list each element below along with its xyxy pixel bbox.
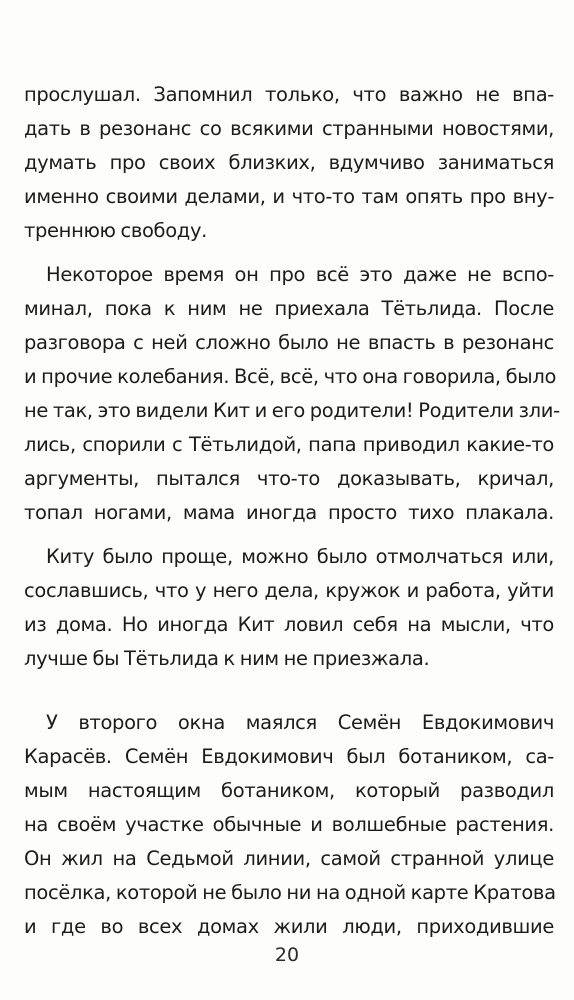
text-line: думать про своих близких, вдумчиво заниматься <box>24 151 554 174</box>
text-line: разговора с ней сложно было не впасть в резонанс <box>24 331 554 354</box>
text-line: мым настоящим ботаником, который разводил <box>24 779 554 802</box>
text-line: именно своими делами, и что-то там опять про вну- <box>24 185 554 208</box>
text-line: Он жил на Седьмой линии, самой странной улице <box>24 847 554 870</box>
text-line: дать в резонанс со всякими странными новостями, <box>24 117 554 140</box>
text-line: и прочие колебания. Всё, всё, что она говорила, было <box>24 365 557 388</box>
text-line: треннюю свободу. <box>24 219 207 242</box>
text-line: не так, это видели Кит и его родители! Родители зли- <box>24 399 560 422</box>
text-line: сославшись, что у него дела, кружок и работа, уйти <box>24 579 554 602</box>
text-line: лучше бы Тётьлида к ним не приезжала. <box>24 647 430 670</box>
text-line: и где во всех домах жили люди, приходившие <box>24 915 554 938</box>
text-line: лись, спорили с Тётьлидой, папа приводил какие-то <box>24 433 554 456</box>
text-line: Некоторое время он про всё это даже не вспо- <box>46 263 554 286</box>
paragraph-2 <box>24 258 560 530</box>
paragraph-4 <box>24 706 554 944</box>
paragraph-1 <box>24 78 554 248</box>
text-line: посёлка, которой не было ни на одной карте Кратова <box>24 881 556 904</box>
page-number: 20 <box>274 944 300 966</box>
text-line: Карасёв. Семён Евдокимович был ботаником, са- <box>24 745 554 768</box>
text-line: Киту было проще, можно было отмолчаться или, <box>46 545 554 568</box>
body-text <box>24 78 560 954</box>
text-line: аргументы, пытался что-то доказывать, кричал, <box>24 467 554 490</box>
paragraph-3 <box>24 540 554 676</box>
text-line: У второго окна маялся Семён Евдокимович <box>46 711 554 734</box>
text-line: топал ногами, мама иногда просто тихо плакала. <box>24 501 554 524</box>
text-line: минал, пока к ним не приехала Тётьлида. После <box>24 297 554 320</box>
text-line: прослушал. Запомнил только, что важно не впа- <box>24 83 554 106</box>
text-line: из дома. Но иногда Кит ловил себя на мысли, что <box>24 613 554 636</box>
text-line: на своём участке обычные и волшебные растения. <box>24 813 554 836</box>
